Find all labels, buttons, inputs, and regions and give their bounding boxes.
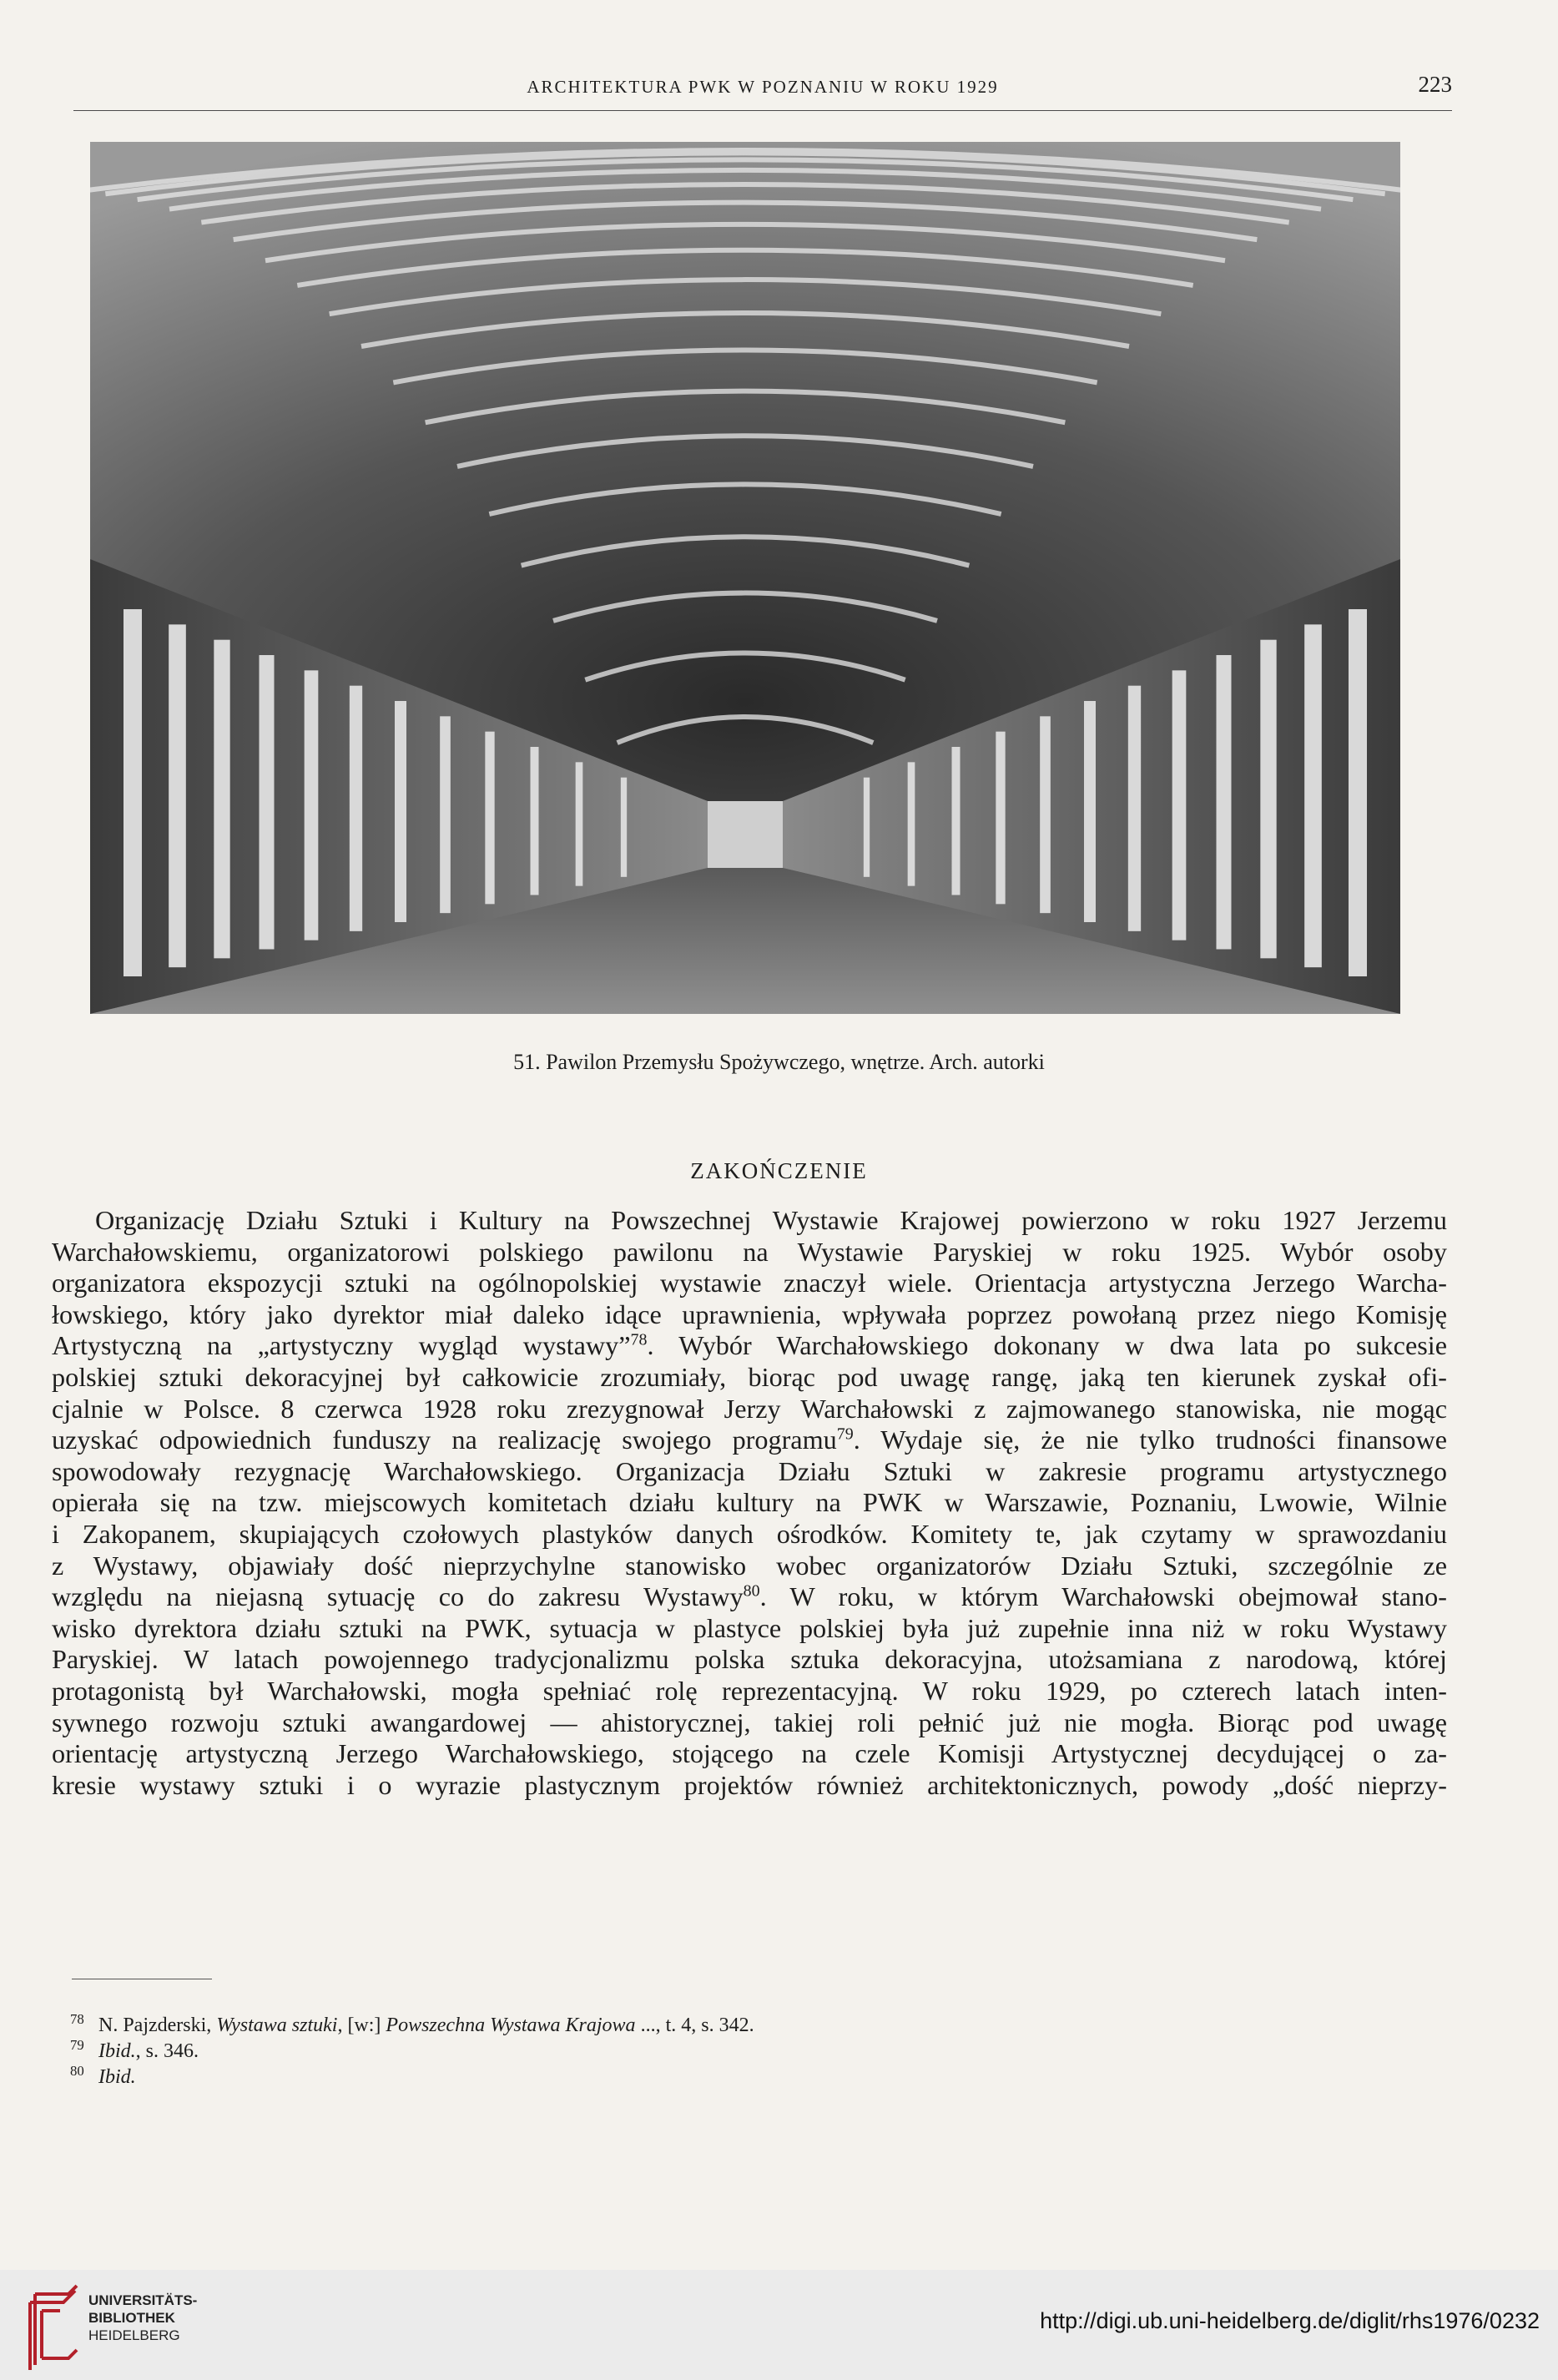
pillar: [350, 686, 362, 931]
pillar: [260, 655, 275, 950]
pillar: [305, 670, 319, 940]
pillar: [1217, 655, 1232, 950]
text-run: względu na niejasną sytuację co do zakresu Wystawy: [52, 1581, 744, 1612]
footnote-ref[interactable]: 78: [630, 1330, 648, 1349]
pillar: [1128, 686, 1141, 931]
text-line: [52, 1456, 1447, 1488]
pillar: [864, 778, 870, 877]
text-line: [52, 1394, 1447, 1425]
text-run: kresie wystawy sztuki i o wyrazie plastycznym projektów również architektonicznych, powody „dość nieprzy-: [52, 1769, 1447, 1800]
text-run: Organizację Działu Sztuki i Kultury na Powszechnej Wystawie Krajowej powierzono w roku 1927 Jerzemu: [95, 1205, 1447, 1235]
footnote-source: Powszechna Wystawa Krajowa: [386, 2014, 636, 2036]
text-line: [52, 1205, 1447, 1237]
pillar: [440, 716, 451, 913]
text-line: [52, 1581, 1447, 1613]
source-url-link[interactable]: http://digi.ub.uni-heidelberg.de/diglit/rhs1976/0232: [1040, 2308, 1540, 2333]
footnote-number: 80: [70, 2063, 84, 2079]
pillar: [169, 624, 186, 967]
pillar: [621, 778, 627, 877]
footnotes: [70, 2013, 1322, 2090]
pillar: [952, 747, 961, 895]
running-header: [73, 72, 1452, 111]
pillar: [908, 762, 915, 885]
pillar: [485, 732, 494, 905]
footnote-ref[interactable]: 80: [743, 1581, 760, 1601]
text-line: [52, 1738, 1447, 1770]
pillar: [1304, 624, 1322, 967]
library-logo-icon: [18, 2282, 90, 2373]
pillar: [124, 609, 142, 976]
section-heading: ZAKOŃCZENIE: [690, 1158, 868, 1183]
text-run: cjalnie w Polsce. 8 czerwca 1928 roku zrezygnował Jerzy Warchałowski z zajmowanego stanowiska, nie mogąc: [52, 1393, 1447, 1424]
text-line: [52, 1707, 1447, 1739]
text-run: i Zakopanem, skupiających czołowych plastyków danych ośrodków. Komitety te, jak czytamy w sprawozdaniu: [52, 1518, 1447, 1549]
footnote-author: N. Pajzderski,: [98, 2014, 217, 2036]
text-line: [52, 1362, 1447, 1394]
footnote-number: 79: [70, 2037, 84, 2053]
text-line: [52, 1613, 1447, 1645]
page-number: 223: [1418, 72, 1452, 97]
text-line: [52, 1330, 1447, 1362]
pillar: [214, 640, 229, 959]
text-run: z Wystawy, objawiały dość nieprzychylne stanowisko wobec organizatorów Działu Sztuki, szczególnie ze: [52, 1550, 1447, 1581]
text-run: wisko dyrektora działu sztuki na PWK, sytuacja w plastyce polskiej była już zupełnie inna niż w roku Wystawy: [52, 1612, 1447, 1643]
text-run: spowodowały rezygnację Warchałowskiego. Organizacja Działu Sztuki w zakresie programu artystycznego: [52, 1455, 1447, 1486]
footnote-mid: , [w:]: [337, 2014, 386, 2036]
text-run: Paryskiej. W latach powojennego tradycjonalizmu polska sztuka dekoracyjna, utożsamiana z narodową, której: [52, 1644, 1447, 1675]
text-line: [52, 1551, 1447, 1582]
pillar: [1172, 670, 1187, 940]
footnote-ref[interactable]: 79: [836, 1424, 854, 1444]
pillar: [996, 732, 1005, 905]
text-line: [52, 1237, 1447, 1268]
running-title: ARCHITEKTURA PWK W POZNANIU W ROKU 1929: [527, 77, 999, 97]
footnote-item: [70, 2013, 1322, 2039]
pillar: [395, 701, 406, 922]
figure-caption: 51. Pawilon Przemysłu Spożywczego, wnętrze. Arch. autorki: [513, 1050, 1045, 1074]
text-run: . W roku, w którym Warchałowski obejmował stano-: [759, 1581, 1447, 1612]
text-run: uzyskać odpowiednich funduszy na realizację swojego programu: [52, 1424, 837, 1455]
footnote-mid: , s. 346.: [135, 2040, 199, 2062]
library-name-line2: BIBLIOTHEK: [88, 2310, 175, 2326]
text-line: [52, 1644, 1447, 1676]
pillar: [576, 762, 583, 885]
text-run: protagonistą był Warchałowski, mogła spełniać rolę reprezentacyjną. W roku 1929, po czterech latach inten-: [52, 1675, 1447, 1706]
text-run: Warchałowskiemu, organizatorowi polskiego pawilonu na Wystawie Paryskiej w roku 1925. Wybór osoby: [52, 1236, 1447, 1267]
text-run: Artystyczną na „artystyczny wygląd wystawy”: [52, 1330, 631, 1361]
footnote-title: Ibid.: [98, 2040, 136, 2062]
text-line: [52, 1299, 1447, 1331]
text-run: opierała się na tzw. miejscowych komitetach działu kultury na PWK w Warszawie, Poznaniu, Lwowie, Wilnie: [52, 1487, 1447, 1518]
vaulted-hall-illustration: [90, 142, 1400, 1014]
library-name-line1: UNIVERSITÄTS-: [88, 2292, 198, 2308]
text-run: łowskiego, który jako dyrektor miał daleko idące uprawnienia, wpływała poprzez powołaną przez niego Komisję: [52, 1298, 1447, 1329]
pillar: [1260, 640, 1276, 959]
pillar: [1040, 716, 1051, 913]
pillar: [1349, 609, 1367, 976]
text-run: . Wydaje się, że nie tylko trudności finansowe: [853, 1424, 1447, 1455]
body-paragraph: [52, 1205, 1447, 1801]
footnote-rest: ..., t. 4, s. 342.: [635, 2014, 754, 2036]
text-line: [52, 1519, 1447, 1551]
text-line: [52, 1487, 1447, 1519]
text-run: sywnego rozwoju sztuki awangardowej — ahistorycznej, takiej roli pełnić już nie mogła. Biorąc pod uwagę: [52, 1707, 1447, 1737]
pillar: [531, 747, 539, 895]
pavilion-interior-photo: [90, 142, 1400, 1014]
text-run: . Wybór Warchałowskiego dokonany w dwa lata po sukcesie: [647, 1330, 1447, 1361]
text-line: [52, 1676, 1447, 1707]
text-run: orientację artystyczną Jerzego Warchałowskiego, stojącego na czele Komisji Artystycznej decydującej o za-: [52, 1738, 1447, 1769]
text-run: organizatora ekspozycji sztuki na ogólnopolskiej wystawie znaczył wiele. Orientacja artystyczna Jerzego Warcha-: [52, 1268, 1447, 1298]
footnote-title: Wystawa sztuki: [216, 2014, 338, 2036]
footnote-item: [70, 2065, 1322, 2090]
library-footer-bar: [0, 2270, 1558, 2380]
text-line: [52, 1770, 1447, 1802]
text-line: [52, 1268, 1447, 1299]
footnote-title: Ibid.: [98, 2066, 136, 2088]
footnote-item: [70, 2039, 1322, 2065]
library-name: [88, 2292, 197, 2344]
footnote-number: 78: [70, 2011, 84, 2027]
text-run: polskiej sztuki dekoracyjnej był całkowicie zrozumiały, biorąc pod uwagę rangę, jaką ten kierunek zyskał ofi-: [52, 1361, 1447, 1392]
pillar: [1084, 701, 1096, 922]
text-line: [52, 1424, 1447, 1456]
library-name-line3: HEIDELBERG: [88, 2327, 180, 2343]
